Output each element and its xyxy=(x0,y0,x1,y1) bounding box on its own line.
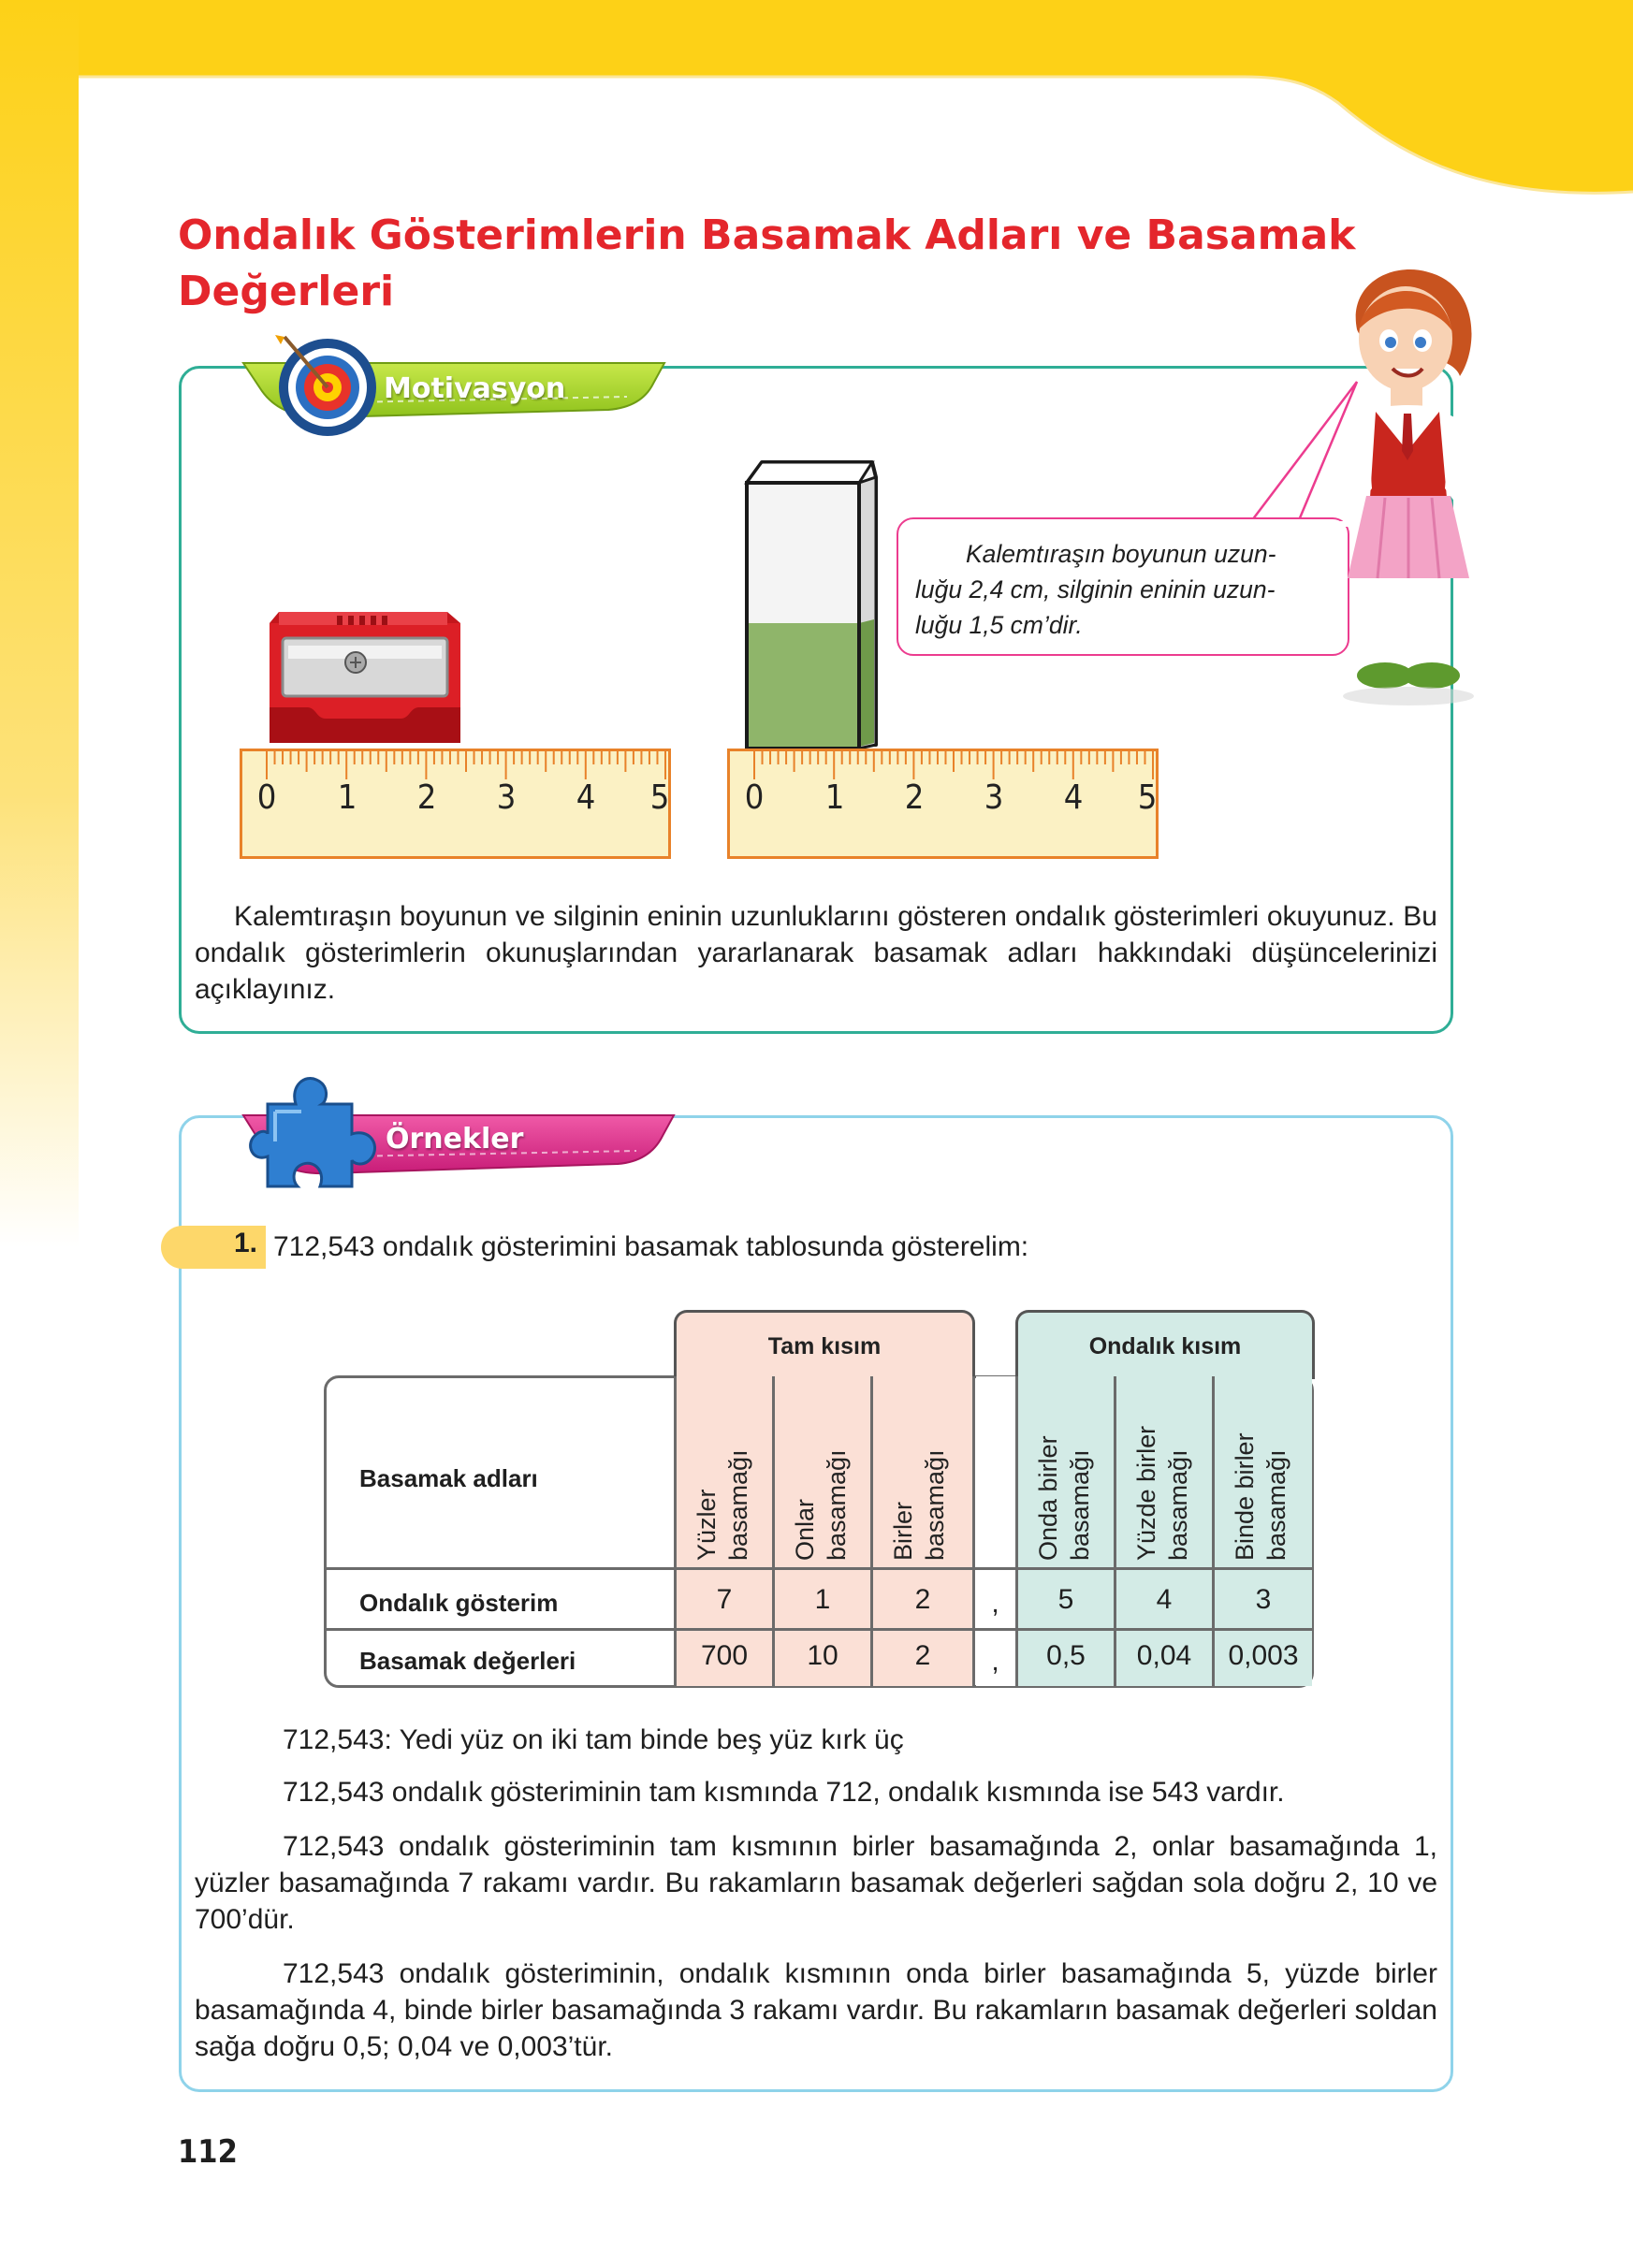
col-header-hundredths xyxy=(1130,1383,1198,1561)
ruler-right-label-0: 0 xyxy=(744,778,765,817)
motivation-paragraph: Kalemtıraşın boyunun ve silginin eninin uzunluklarını gösteren ondalık gösterimleri okuyunuz. Bu ondalık gösterimlerin okunuşlarından yararlanarak basamak adları hakkındaki düşüncelerinizi açıklayınız. xyxy=(195,901,1437,1005)
value-hundredths: 0,04 xyxy=(1136,1640,1192,1671)
table-line-h2 xyxy=(326,1628,1313,1631)
digit-hundreds: 7 xyxy=(716,1584,733,1615)
title-line-2: Değerleri xyxy=(178,268,395,315)
row-label-decimal-notation: Ondalık gösterim xyxy=(359,1589,559,1617)
digit-thousandths: 3 xyxy=(1255,1584,1272,1615)
example-decimal-place-values: 712,543 ondalık gösteriminin, ondalık kısmının onda birler basamağında 5, yüzde birler basamağında 4, binde birler basamağında 3 rakamı vardır. Bu rakamların basamak değerleri soldan sağa doğru 0,5; 0,04 ve 0,003’tür. xyxy=(195,1958,1437,2062)
digit-tenths: 5 xyxy=(1057,1584,1074,1615)
col-header-hundredths-line1: Yüzde birler xyxy=(1132,1425,1160,1561)
ruler-right-label-3: 3 xyxy=(984,778,1004,817)
comma-column-bg xyxy=(976,1376,1015,1686)
col-header-tenths xyxy=(1032,1383,1100,1561)
ruler-left-label-0: 0 xyxy=(256,778,277,817)
decimal-part-header: Ondalık kısım xyxy=(1015,1310,1315,1379)
row-label-place-values: Basamak değerleri xyxy=(359,1647,576,1675)
puzzle-piece-icon xyxy=(249,1067,389,1198)
col-header-tens xyxy=(789,1383,856,1561)
col-header-hundreds-line1: Yüzler xyxy=(693,1489,721,1561)
ruler-right-label-5: 5 xyxy=(1137,778,1158,817)
girl-character-illustration xyxy=(1329,264,1488,713)
examples-banner-label: Örnekler xyxy=(386,1123,524,1156)
ruler-right-label-1: 1 xyxy=(824,778,845,817)
col-header-tenths-line1: Onda birler xyxy=(1034,1435,1062,1561)
col-header-tens-line2: basamağı xyxy=(823,1449,851,1561)
comma-row2: , xyxy=(991,1646,999,1677)
speech-bubble-tail-cover xyxy=(936,521,1359,527)
digit-hundredths: 4 xyxy=(1156,1584,1173,1615)
whole-part-header: Tam kısım xyxy=(674,1310,975,1379)
table-line-h1 xyxy=(326,1567,1313,1570)
speech-bubble xyxy=(897,517,1349,656)
pencil-sharpener-illustration xyxy=(260,604,466,754)
col-header-thousandths xyxy=(1229,1383,1296,1561)
value-hundreds: 700 xyxy=(700,1640,749,1671)
speech-line-1: Kalemtıraşın boyunun uzun- xyxy=(966,540,1276,568)
speech-line-3: luğu 1,5 cm’dir. xyxy=(915,611,1083,639)
col-header-ones-line2: basamağı xyxy=(921,1449,949,1561)
col-header-ones-line1: Birler xyxy=(889,1501,917,1561)
digit-tens: 1 xyxy=(814,1584,831,1615)
col-header-tenths-line2: basamağı xyxy=(1066,1449,1094,1561)
col-header-hundreds-line2: basamağı xyxy=(724,1449,752,1561)
table-line-v4 xyxy=(972,1376,975,1686)
ruler-left-label-3: 3 xyxy=(496,778,517,817)
ruler-right-label-2: 2 xyxy=(904,778,925,817)
example-number: 1. xyxy=(234,1228,258,1258)
col-header-tens-line1: Onlar xyxy=(791,1498,819,1561)
example-whole-place-values: 712,543 ondalık gösteriminin tam kısmının birler basamağında 2, onlar basamağında 1, yüzler basamağında 7 rakamı vardır. Bu rakamların basamak değerleri sağdan sola doğru 2, 10 ve 700’dür. xyxy=(195,1831,1437,1935)
col-header-thousandths-line2: basamağı xyxy=(1262,1449,1290,1561)
col-header-hundredths-line2: basamağı xyxy=(1164,1449,1192,1561)
col-header-ones xyxy=(887,1383,955,1561)
ruler-right-ticks xyxy=(727,749,1159,786)
ruler-left-label-4: 4 xyxy=(576,778,596,817)
col-header-thousandths-line1: Binde birler xyxy=(1231,1432,1259,1561)
value-tens: 10 xyxy=(807,1640,838,1671)
ruler-left-label-5: 5 xyxy=(649,778,670,817)
ruler-right-label-4: 4 xyxy=(1063,778,1084,817)
ruler-left-label-1: 1 xyxy=(337,778,357,817)
value-thousandths: 0,003 xyxy=(1228,1640,1299,1671)
example-text: 712,543 ondalık gösterimini basamak tablosunda gösterelim: xyxy=(273,1231,1029,1262)
eraser-illustration xyxy=(741,458,882,750)
comma-row1: , xyxy=(991,1588,999,1619)
example-reading: 712,543: Yedi yüz on iki tam binde beş yüz kırk üç xyxy=(283,1724,904,1755)
motivation-banner-label: Motivasyon xyxy=(384,372,566,405)
page-number: 112 xyxy=(178,2133,238,2171)
page-title xyxy=(178,208,1455,320)
ruler-left-label-2: 2 xyxy=(416,778,437,817)
example-whole-decimal-parts: 712,543 ondalık gösteriminin tam kısmında 712, ondalık kısmında ise 543 vardır. xyxy=(283,1777,1285,1808)
col-header-hundreds xyxy=(691,1383,758,1561)
speech-line-2: luğu 2,4 cm, silginin eninin uzun- xyxy=(915,575,1276,603)
digit-ones: 2 xyxy=(914,1584,931,1615)
title-line-1: Ondalık Gösterimlerin Basamak Adları ve Basamak xyxy=(178,211,1356,259)
value-tenths: 0,5 xyxy=(1046,1640,1086,1671)
target-icon xyxy=(271,329,384,442)
row-label-place-names: Basamak adları xyxy=(359,1464,538,1492)
ruler-left-ticks xyxy=(240,749,671,786)
value-ones: 2 xyxy=(914,1640,931,1671)
